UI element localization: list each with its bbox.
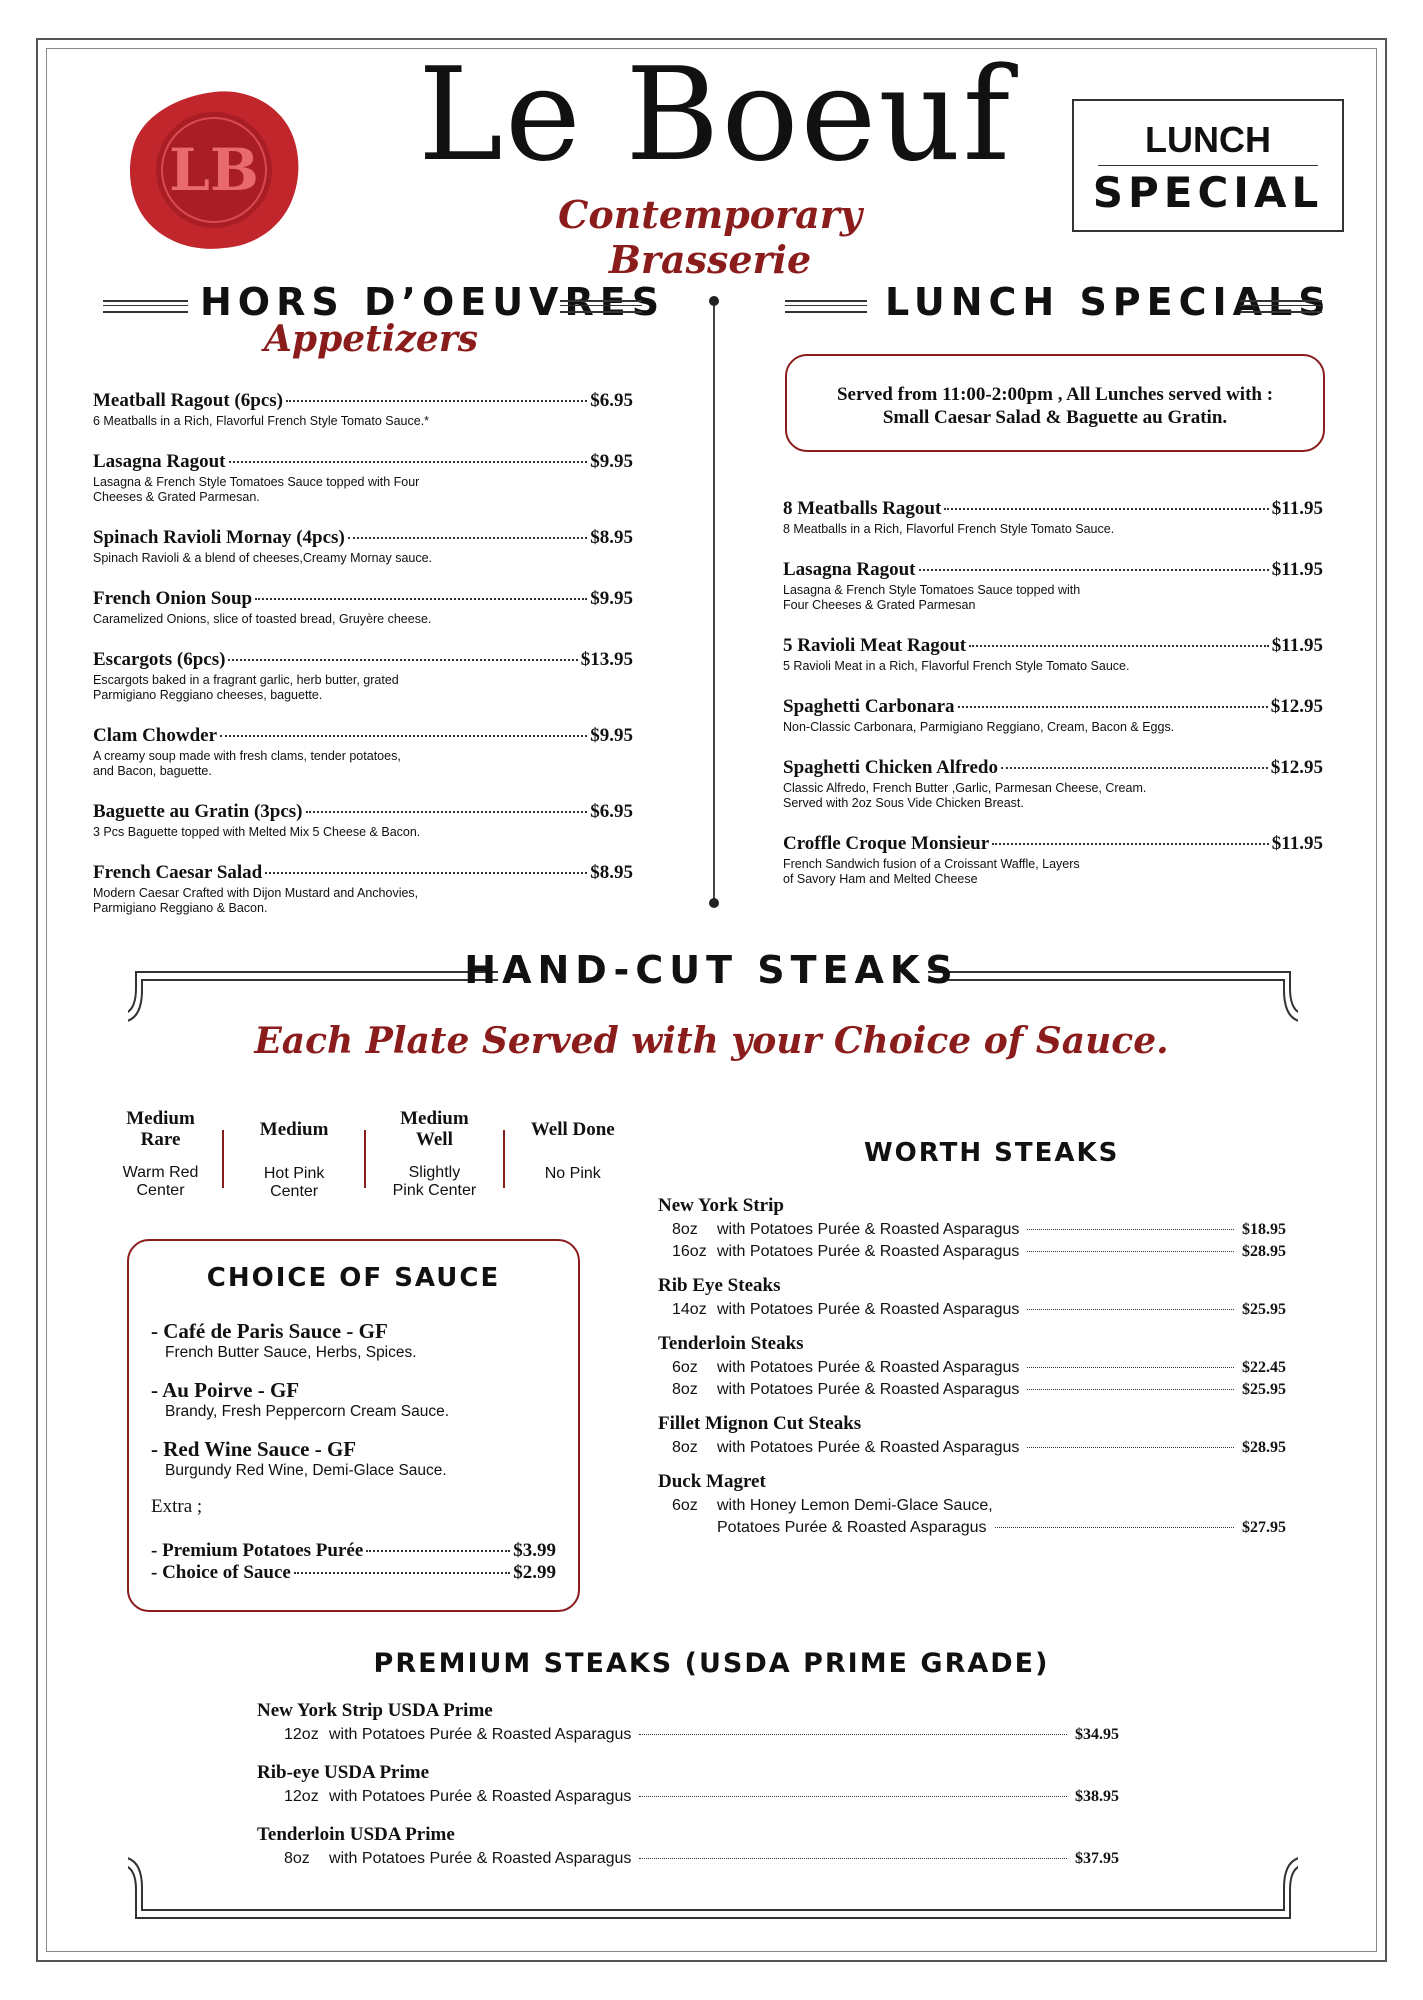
steak-weight: 6oz	[672, 1359, 698, 1376]
steak-price: $28.95	[1242, 1243, 1286, 1260]
premium-steak	[257, 1824, 1119, 1868]
menu-item	[93, 649, 633, 703]
item-name: 5 Ravioli Meat Ragout	[783, 635, 967, 656]
description-line: 5 Ravioli Meat in a Rich, Flavorful French Style Tomato Sauce.	[783, 659, 1130, 673]
item-price: $12.95	[1270, 696, 1323, 717]
steak-weight: 12oz	[284, 1726, 319, 1743]
steak-sides: with Potatoes Purée & Roasted Asparagus	[329, 1788, 632, 1805]
appetizers-list	[93, 390, 633, 916]
steak-option	[658, 1221, 1286, 1239]
steak-price: $28.95	[1242, 1439, 1286, 1456]
description-line: and Bacon, baguette.	[93, 764, 212, 778]
premium-price: $38.95	[1075, 1788, 1119, 1805]
badge-line1: LUNCH	[1145, 119, 1271, 160]
lunch-title: LUNCH SPECIALS	[885, 280, 1332, 324]
steak-sides: with Potatoes Purée & Roasted Asparagus	[717, 1359, 1020, 1376]
steak-name: Duck Magret	[658, 1471, 766, 1492]
item-description	[93, 551, 633, 566]
item-description	[783, 720, 1323, 735]
lunch-list	[783, 498, 1323, 887]
steak-weight: 8oz	[672, 1221, 698, 1238]
leader-dots	[1027, 1447, 1234, 1448]
item-price: $12.95	[1270, 757, 1323, 778]
doneness-description: Hot Pink Center	[263, 1165, 325, 1200]
item-price: $9.95	[590, 588, 633, 609]
sauce-item	[151, 1437, 578, 1480]
description-line: Non-Classic Carbonara, Parmigiano Reggiano, Cream, Bacon & Eggs.	[783, 720, 1175, 734]
leader-dots	[228, 659, 577, 661]
leader-dots	[255, 598, 587, 600]
doneness-level	[372, 1108, 496, 1200]
steak-sides: with Potatoes Purée & Roasted Asparagus	[717, 1439, 1020, 1456]
menu-item	[93, 725, 633, 779]
item-description	[783, 583, 1323, 613]
leader-dots	[306, 811, 588, 813]
description-line: Served with 2oz Sous Vide Chicken Breast.	[783, 796, 1024, 810]
leader-dots	[1027, 1367, 1234, 1368]
item-name: French Onion Soup	[93, 588, 253, 609]
description-line: Escargots baked in a fragrant garlic, herb butter, grated	[93, 673, 399, 687]
doneness-separator	[364, 1130, 366, 1188]
premium-steak-option	[257, 1788, 1119, 1806]
premium-title: PREMIUM STEAKS (USDA PRIME GRADE)	[373, 1648, 1050, 1679]
steak-price: $27.95	[1242, 1519, 1286, 1536]
description-line: 3 Pcs Baguette topped with Melted Mix 5 Cheese & Bacon.	[93, 825, 421, 839]
sauce-name: - Red Wine Sauce - GF	[151, 1437, 357, 1461]
item-name: French Caesar Salad	[93, 862, 263, 883]
leader-dots	[348, 537, 587, 539]
steak-weight: 8oz	[672, 1439, 698, 1456]
lunch-special-badge	[1072, 99, 1344, 232]
menu-item	[93, 862, 633, 916]
sauce-box	[127, 1239, 580, 1612]
steak-option	[658, 1381, 1286, 1399]
item-price: $6.95	[590, 390, 633, 411]
description-line: Lasagna & French Style Tomatoes Sauce topped with	[783, 583, 1081, 597]
item-description	[783, 522, 1323, 537]
steak-sides: with Potatoes Purée & Roasted Asparagus	[717, 1243, 1020, 1260]
leader-dots	[265, 872, 587, 874]
steak-price: $25.95	[1242, 1301, 1286, 1318]
item-name: Baguette au Gratin (3pcs)	[93, 801, 303, 822]
menu-item	[783, 498, 1323, 537]
doneness-level	[105, 1108, 216, 1200]
menu-item	[783, 696, 1323, 735]
steak-group	[658, 1195, 1286, 1261]
leader-dots	[1027, 1251, 1234, 1252]
sauce-item	[151, 1378, 578, 1421]
sauce-description: Brandy, Fresh Peppercorn Cream Sauce.	[165, 1403, 450, 1420]
steak-name: Rib Eye Steaks	[658, 1275, 781, 1296]
steak-price: $22.45	[1242, 1359, 1286, 1376]
item-name: Lasagna Ragout	[783, 559, 916, 580]
item-description	[783, 781, 1323, 811]
extra-name: - Premium Potatoes Purée	[151, 1540, 364, 1561]
premium-steak	[257, 1762, 1119, 1806]
sauce-name: - Café de Paris Sauce - GF	[151, 1319, 388, 1343]
item-price: $11.95	[1271, 833, 1323, 854]
menu-item	[783, 757, 1323, 811]
description-line: Parmigiano Reggiano cheeses, baguette.	[93, 688, 323, 702]
leader-dots	[1027, 1309, 1234, 1310]
item-price: $6.95	[590, 801, 633, 822]
leader-dots	[1027, 1389, 1234, 1390]
item-description	[93, 673, 633, 703]
menu-item	[93, 390, 633, 429]
doneness-level	[230, 1108, 358, 1201]
menu-item	[783, 833, 1323, 887]
description-line: Lasagna & French Style Tomatoes Sauce topped with Four	[93, 475, 420, 489]
item-description	[93, 612, 633, 627]
doneness-guide	[105, 1108, 635, 1201]
steak-sides: Potatoes Purée & Roasted Asparagus	[717, 1519, 987, 1536]
doneness-separator	[222, 1130, 224, 1188]
doneness-name: Well Done	[530, 1119, 615, 1140]
worth-steaks-title: WORTH STEAKS	[864, 1138, 1120, 1168]
item-name: Escargots (6pcs)	[93, 649, 226, 670]
served-info-box	[785, 354, 1325, 452]
steak-group	[658, 1471, 1286, 1537]
premium-steak-name: New York Strip USDA Prime	[257, 1700, 493, 1721]
item-price: $11.95	[1271, 559, 1323, 580]
leader-dots	[969, 645, 1269, 647]
steak-weight: 14oz	[672, 1301, 707, 1318]
leader-dots	[992, 843, 1269, 845]
menu-item	[93, 588, 633, 627]
steak-option	[658, 1519, 1286, 1537]
steak-option	[658, 1359, 1286, 1377]
item-price: $9.95	[590, 725, 633, 746]
description-line: A creamy soup made with fresh clams, tender potatoes,	[93, 749, 401, 763]
description-line: Classic Alfredo, French Butter ,Garlic, Parmesan Cheese, Cream.	[783, 781, 1147, 795]
steak-group	[658, 1413, 1286, 1457]
item-description	[93, 414, 633, 429]
doneness-name: Medium Rare	[126, 1108, 195, 1150]
sauce-description: French Butter Sauce, Herbs, Spices.	[165, 1344, 417, 1361]
leader-dots	[639, 1734, 1067, 1735]
item-description	[93, 825, 633, 840]
steak-sides: with Potatoes Purée & Roasted Asparagus	[717, 1381, 1020, 1398]
description-line: Caramelized Onions, slice of toasted bread, Gruyère cheese.	[93, 612, 432, 626]
premium-price: $34.95	[1075, 1726, 1119, 1743]
steak-weight: 16oz	[672, 1243, 707, 1260]
leader-dots	[995, 1527, 1234, 1528]
steak-name: Fillet Mignon Cut Steaks	[658, 1413, 862, 1434]
item-description	[93, 749, 633, 779]
steak-name: New York Strip	[658, 1195, 784, 1216]
item-price: $8.95	[590, 862, 633, 883]
premium-steak-name: Rib-eye USDA Prime	[257, 1762, 430, 1783]
column-divider	[713, 300, 715, 900]
item-name: Meatball Ragout (6pcs)	[93, 390, 283, 411]
doneness-level	[511, 1108, 635, 1183]
leader-dots	[639, 1796, 1067, 1797]
served-line2: Small Caesar Salad & Baguette au Gratin.	[882, 407, 1228, 428]
sauce-name: - Au Poirve - GF	[151, 1378, 300, 1402]
wax-seal-logo	[124, 84, 304, 254]
sauce-title: CHOICE OF SAUCE	[206, 1263, 501, 1293]
steak-price: $25.95	[1242, 1381, 1286, 1398]
description-line: Spinach Ravioli & a blend of cheeses,Creamy Mornay sauce.	[93, 551, 433, 565]
steak-weight: 6oz	[672, 1497, 698, 1514]
worth-steaks-list	[658, 1195, 1286, 1551]
leader-dots	[229, 461, 588, 463]
steak-group	[658, 1275, 1286, 1319]
description-line: French Sandwich fusion of a Croissant Waffle, Layers	[783, 857, 1080, 871]
leader-dots	[366, 1550, 510, 1552]
premium-price: $37.95	[1075, 1850, 1119, 1867]
item-price: $13.95	[580, 649, 633, 670]
doneness-description: Warm Red Center	[122, 1164, 199, 1199]
item-name: Spaghetti Chicken Alfredo	[783, 757, 999, 778]
item-name: Spaghetti Carbonara	[783, 696, 955, 717]
item-description	[783, 659, 1323, 674]
item-name: Croffle Croque Monsieur	[783, 833, 990, 854]
leader-dots	[958, 706, 1268, 708]
doneness-name: Medium	[259, 1119, 329, 1140]
sauce-item	[151, 1319, 578, 1362]
doneness-description: No Pink	[544, 1165, 601, 1182]
seal-monogram: LB	[169, 136, 259, 204]
menu-item	[93, 527, 633, 566]
steaks-title: HAND-CUT STEAKS	[464, 948, 959, 992]
leader-dots	[220, 735, 587, 737]
steak-option	[658, 1439, 1286, 1457]
item-name: 8 Meatballs Ragout	[783, 498, 942, 519]
premium-steak-option	[257, 1726, 1119, 1744]
extra-price: $3.99	[513, 1540, 556, 1561]
item-price: $8.95	[590, 527, 633, 548]
steak-price: $18.95	[1242, 1221, 1286, 1238]
steak-group	[658, 1333, 1286, 1399]
steak-sides: with Potatoes Purée & Roasted Asparagus	[329, 1850, 632, 1867]
leader-dots	[294, 1572, 510, 1574]
premium-steak-option	[257, 1850, 1119, 1868]
badge-line2: SPECIAL	[1092, 168, 1324, 217]
doneness-separator	[503, 1130, 505, 1188]
steak-sides: with Potatoes Purée & Roasted Asparagus	[717, 1301, 1020, 1318]
extra-name: - Choice of Sauce	[151, 1562, 291, 1583]
menu-item	[783, 559, 1323, 613]
brand-tagline: Contemporary Brasserie	[558, 192, 862, 282]
menu-item	[93, 801, 633, 840]
item-name: Lasagna Ragout	[93, 451, 226, 472]
extra-item	[151, 1562, 556, 1584]
item-description	[93, 475, 633, 505]
leader-dots	[286, 400, 587, 402]
item-price: $9.95	[590, 451, 633, 472]
extra-label: Extra ;	[151, 1496, 203, 1517]
extra-item	[151, 1540, 556, 1562]
appetizers-subtitle: Appetizers	[264, 318, 479, 360]
steak-option	[658, 1243, 1286, 1261]
description-line: Modern Caesar Crafted with Dijon Mustard and Anchovies,	[93, 886, 419, 900]
item-name: Clam Chowder	[93, 725, 218, 746]
steak-name: Tenderloin Steaks	[658, 1333, 804, 1354]
item-price: $11.95	[1271, 498, 1323, 519]
item-name: Spinach Ravioli Mornay (4pcs)	[93, 527, 345, 548]
description-line: Parmigiano Reggiano & Bacon.	[93, 901, 268, 915]
steak-option	[658, 1301, 1286, 1319]
leader-dots	[1001, 767, 1268, 769]
extra-price: $2.99	[513, 1562, 556, 1583]
appetizers-title: HORS D’OEUVRES	[200, 280, 666, 324]
description-line: 8 Meatballs in a Rich, Flavorful French Style Tomato Sauce.	[783, 522, 1115, 536]
steak-sides: with Honey Lemon Demi-Glace Sauce,	[717, 1497, 993, 1514]
premium-list	[257, 1700, 1119, 1886]
brand-name: Le Boeuf	[417, 41, 1013, 190]
steak-sides: with Potatoes Purée & Roasted Asparagus	[717, 1221, 1020, 1238]
description-line: Four Cheeses & Grated Parmesan	[783, 598, 976, 612]
item-description	[93, 886, 633, 916]
leader-dots	[919, 569, 1269, 571]
steak-weight: 8oz	[284, 1850, 310, 1867]
item-price: $11.95	[1271, 635, 1323, 656]
doneness-description: Slightly Pink Center	[392, 1164, 477, 1199]
leader-dots	[944, 508, 1268, 510]
leader-dots	[1027, 1229, 1234, 1230]
steak-weight: 8oz	[672, 1381, 698, 1398]
leader-dots	[639, 1858, 1067, 1859]
doneness-name: Medium Well	[400, 1108, 469, 1150]
sauce-description: Burgundy Red Wine, Demi-Glace Sauce.	[165, 1462, 447, 1479]
premium-steak	[257, 1700, 1119, 1744]
premium-steak-name: Tenderloin USDA Prime	[257, 1824, 455, 1845]
steak-option	[658, 1497, 1286, 1515]
menu-item	[783, 635, 1323, 674]
steaks-subtitle: Each Plate Served with your Choice of Sauce.	[254, 1020, 1169, 1062]
description-line: of Savory Ham and Melted Cheese	[783, 872, 978, 886]
steak-sides: with Potatoes Purée & Roasted Asparagus	[329, 1726, 632, 1743]
served-line1: Served from 11:00-2:00pm , All Lunches served with :	[836, 384, 1274, 405]
steak-weight: 12oz	[284, 1788, 319, 1805]
item-description	[783, 857, 1323, 887]
description-line: 6 Meatballs in a Rich, Flavorful French Style Tomato Sauce.*	[93, 414, 430, 428]
menu-item	[93, 451, 633, 505]
description-line: Cheeses & Grated Parmesan.	[93, 490, 260, 504]
